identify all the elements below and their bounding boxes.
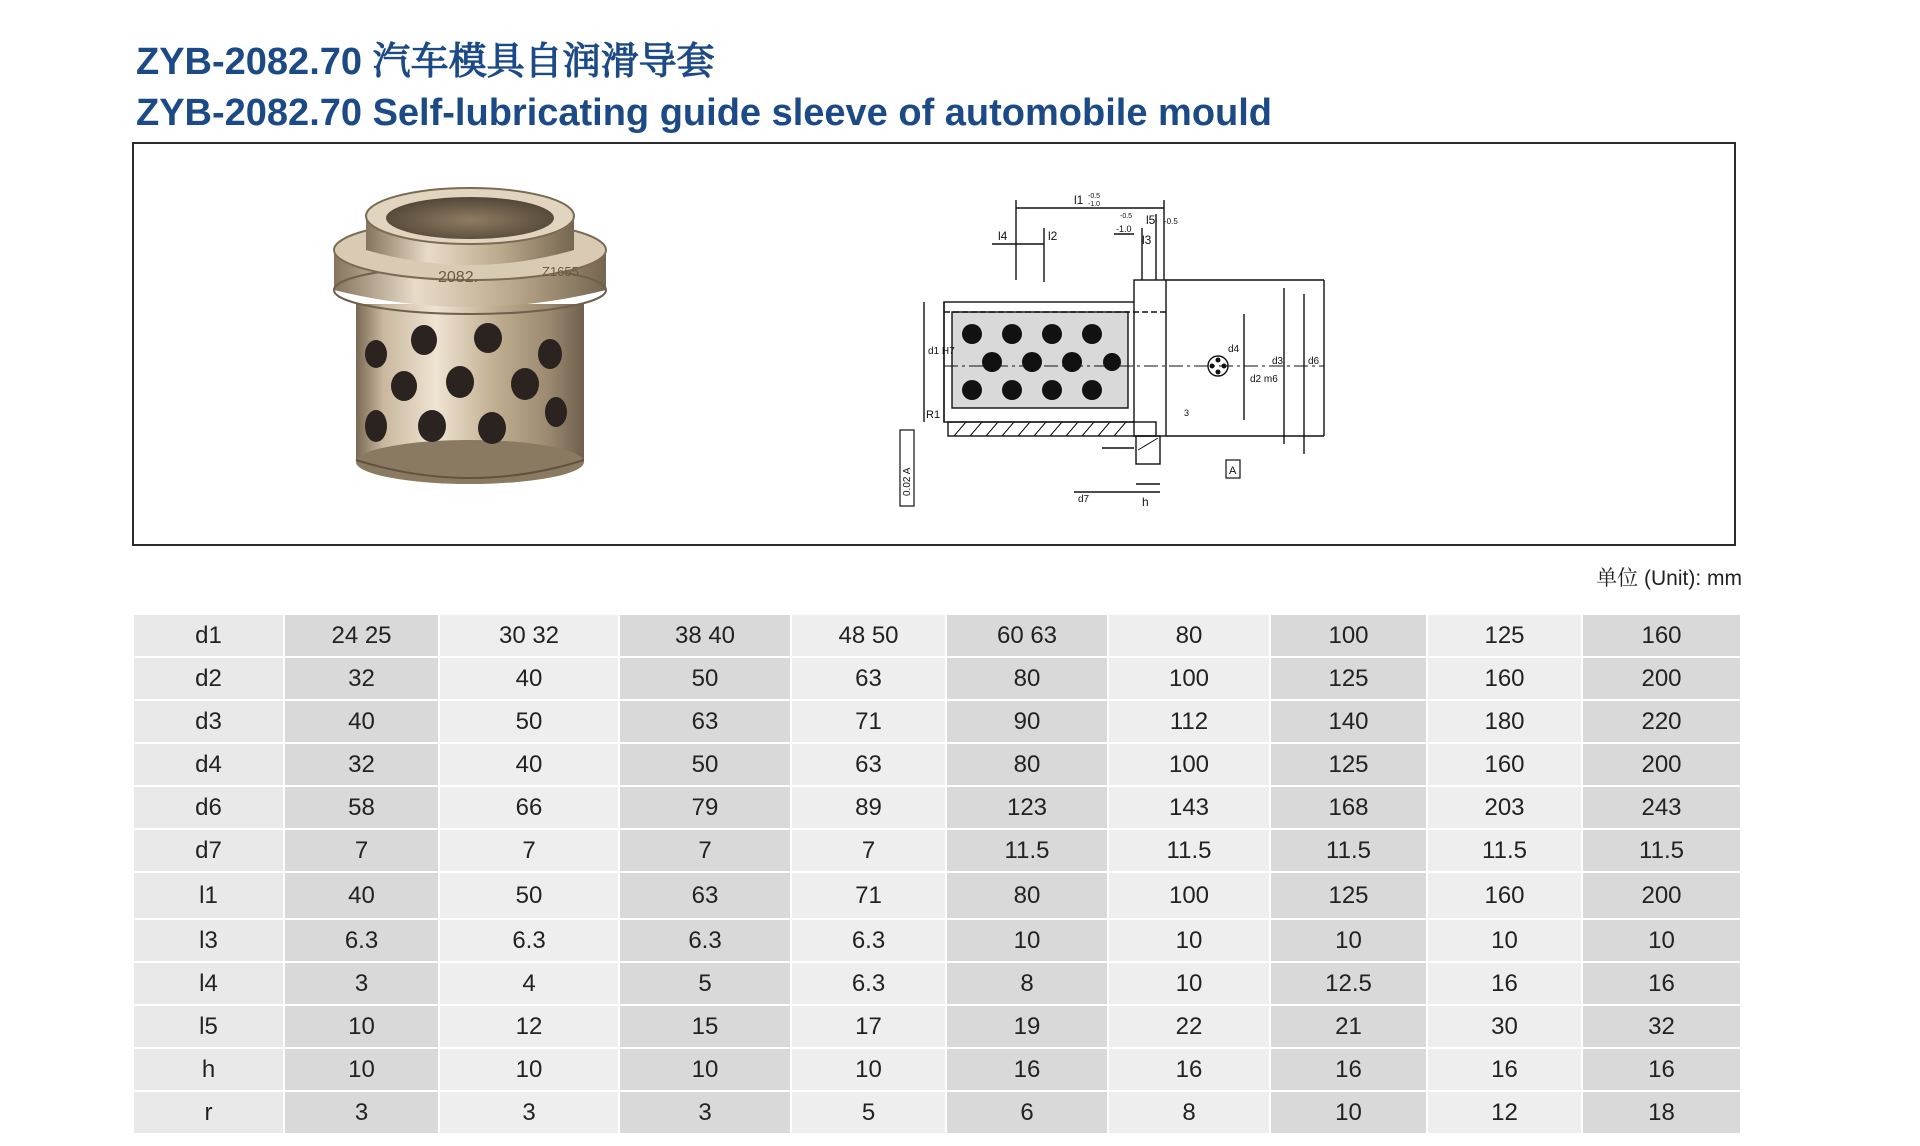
- table-cell: 11.5: [1582, 829, 1741, 872]
- table-cell: 89: [791, 786, 946, 829]
- product-figure-panel: [132, 142, 1736, 546]
- table-cell: 40: [439, 657, 619, 700]
- table-cell: 3: [619, 1091, 791, 1134]
- table-cell: 7: [791, 829, 946, 872]
- table-cell: 16: [1108, 1048, 1270, 1091]
- table-cell: 24 25: [284, 614, 439, 657]
- table-cell: 6: [946, 1091, 1108, 1134]
- dim-tol-small: -0.5: [1120, 213, 1133, 220]
- table-cell: 243: [1582, 786, 1741, 829]
- table-cell: 58: [284, 786, 439, 829]
- table-cell: 160: [1427, 872, 1582, 919]
- product-marking-2: Z1655: [542, 264, 579, 279]
- table-cell: 100: [1108, 872, 1270, 919]
- table-row: [133, 919, 1741, 962]
- table-cell: 3: [284, 962, 439, 1005]
- table-row: [133, 700, 1741, 743]
- table-cell: 125: [1270, 657, 1427, 700]
- table-cell: 220: [1582, 700, 1741, 743]
- technical-drawing: [902, 184, 1344, 524]
- table-cell: 3: [284, 1091, 439, 1134]
- dim-angle: 3: [1184, 408, 1190, 418]
- table-cell: 12: [1427, 1091, 1582, 1134]
- table-cell: 80: [946, 743, 1108, 786]
- row-label: l1: [133, 872, 284, 919]
- table-cell: 16: [1582, 962, 1741, 1005]
- page-title-chinese: ZYB-2082.70 汽车模具自润滑导套: [136, 41, 715, 83]
- table-cell: 11.5: [1108, 829, 1270, 872]
- datum-a-marker: [1226, 460, 1240, 478]
- table-cell: 19: [946, 1005, 1108, 1048]
- table-cell: 5: [791, 1091, 946, 1134]
- table-cell: 17: [791, 1005, 946, 1048]
- table-cell: 180: [1427, 700, 1582, 743]
- table-cell: 16: [1427, 1048, 1582, 1091]
- table-cell: 6.3: [791, 962, 946, 1005]
- table-cell: 143: [1108, 786, 1270, 829]
- table-cell: 10: [284, 1005, 439, 1048]
- dim-l5-tol: -0.5: [1164, 217, 1178, 226]
- table-row: [133, 1048, 1741, 1091]
- dim-d4: d4: [1228, 344, 1240, 355]
- table-cell: 71: [791, 872, 946, 919]
- table-cell: 6.3: [439, 919, 619, 962]
- table-cell: 11.5: [1270, 829, 1427, 872]
- tolerance-frame: [900, 430, 914, 506]
- dim-d3: d3: [1272, 356, 1284, 367]
- table-row: [133, 872, 1741, 919]
- dim-l4: l4: [998, 229, 1008, 243]
- row-label: h: [133, 1048, 284, 1091]
- table-cell: 32: [1582, 1005, 1741, 1048]
- table-cell: 10: [284, 1048, 439, 1091]
- dim-d2: d2 m6: [1250, 374, 1278, 385]
- table-cell: 10: [1427, 919, 1582, 962]
- table-cell: 200: [1582, 743, 1741, 786]
- svg-text:A: A: [1229, 465, 1237, 477]
- table-cell: 200: [1582, 657, 1741, 700]
- table-cell: 16: [1427, 962, 1582, 1005]
- table-cell: 125: [1270, 743, 1427, 786]
- table-cell: 48 50: [791, 614, 946, 657]
- table-cell: 66: [439, 786, 619, 829]
- dim-h: h: [1142, 495, 1149, 509]
- table-cell: 50: [619, 657, 791, 700]
- table-cell: 125: [1270, 872, 1427, 919]
- unit-label: 单位 (Unit): mm: [1596, 567, 1742, 590]
- table-cell: 22: [1108, 1005, 1270, 1048]
- table-cell: 50: [439, 700, 619, 743]
- table-cell: 40: [284, 872, 439, 919]
- row-label: d2: [133, 657, 284, 700]
- dim-l2: l2: [1048, 229, 1058, 243]
- table-cell: 123: [946, 786, 1108, 829]
- table-cell: 16: [1582, 1048, 1741, 1091]
- row-label: d7: [133, 829, 284, 872]
- table-cell: 16: [1270, 1048, 1427, 1091]
- product-marking: 2082.: [438, 269, 479, 286]
- table-cell: 10: [439, 1048, 619, 1091]
- dim-d7: d7: [1078, 494, 1090, 505]
- table-row: [133, 786, 1741, 829]
- row-label: d1: [133, 614, 284, 657]
- table-cell: 63: [619, 700, 791, 743]
- table-cell: 12: [439, 1005, 619, 1048]
- dim-l3-tol: -1.0: [1116, 224, 1132, 234]
- table-cell: 38 40: [619, 614, 791, 657]
- table-cell: 11.5: [1427, 829, 1582, 872]
- table-cell: 40: [284, 700, 439, 743]
- table-row: [133, 1005, 1741, 1048]
- table-cell: 21: [1270, 1005, 1427, 1048]
- table-row: [133, 743, 1741, 786]
- table-row: [133, 829, 1741, 872]
- row-label: l4: [133, 962, 284, 1005]
- dim-l5: l5: [1146, 213, 1156, 227]
- table-row: [133, 614, 1741, 657]
- table-cell: 79: [619, 786, 791, 829]
- table-cell: 160: [1427, 743, 1582, 786]
- table-cell: 40: [439, 743, 619, 786]
- table-cell: 63: [791, 657, 946, 700]
- table-cell: 10: [946, 919, 1108, 962]
- table-cell: 200: [1582, 872, 1741, 919]
- table-row: [133, 657, 1741, 700]
- table-cell: 10: [791, 1048, 946, 1091]
- table-cell: 50: [619, 743, 791, 786]
- dim-l1: l1: [1074, 193, 1084, 207]
- table-cell: 4: [439, 962, 619, 1005]
- table-cell: 10: [1270, 919, 1427, 962]
- table-cell: 10: [619, 1048, 791, 1091]
- table-cell: 90: [946, 700, 1108, 743]
- table-cell: 8: [946, 962, 1108, 1005]
- dimension-table: [132, 613, 1742, 1135]
- table-cell: 18: [1582, 1091, 1741, 1134]
- dim-l1-tol-top: -0.5: [1088, 193, 1101, 200]
- table-cell: 71: [791, 700, 946, 743]
- table-cell: 100: [1270, 614, 1427, 657]
- table-cell: 112: [1108, 700, 1270, 743]
- table-cell: 10: [1108, 962, 1270, 1005]
- table-row: [133, 962, 1741, 1005]
- table-cell: 6.3: [619, 919, 791, 962]
- table-cell: 7: [439, 829, 619, 872]
- table-cell: 6.3: [284, 919, 439, 962]
- dim-l3: l3: [1142, 233, 1152, 247]
- table-cell: 140: [1270, 700, 1427, 743]
- table-cell: 125: [1427, 614, 1582, 657]
- table-cell: 63: [619, 872, 791, 919]
- guide-sleeve-photo: [320, 164, 640, 514]
- table-cell: 11.5: [946, 829, 1108, 872]
- table-cell: 100: [1108, 657, 1270, 700]
- table-cell: 80: [946, 872, 1108, 919]
- row-label: r: [133, 1091, 284, 1134]
- table-cell: 16: [946, 1048, 1108, 1091]
- table-cell: 60 63: [946, 614, 1108, 657]
- table-cell: 160: [1427, 657, 1582, 700]
- table-cell: 7: [284, 829, 439, 872]
- table-cell: 100: [1108, 743, 1270, 786]
- dim-d1: d1 H7: [928, 346, 955, 357]
- table-cell: 80: [946, 657, 1108, 700]
- table-cell: 50: [439, 872, 619, 919]
- page-title-english: ZYB-2082.70 Self-lubricating guide sleeve of automobile mould: [136, 92, 1273, 134]
- row-label: l5: [133, 1005, 284, 1048]
- row-label: d6: [133, 786, 284, 829]
- table-cell: 7: [619, 829, 791, 872]
- dim-d6: d6: [1308, 356, 1320, 367]
- table-cell: 63: [791, 743, 946, 786]
- table-cell: 32: [284, 743, 439, 786]
- table-cell: 10: [1270, 1091, 1427, 1134]
- table-cell: 3: [439, 1091, 619, 1134]
- table-cell: 32: [284, 657, 439, 700]
- table-cell: 203: [1427, 786, 1582, 829]
- row-label: d3: [133, 700, 284, 743]
- table-row: [133, 1091, 1741, 1134]
- table-cell: 5: [619, 962, 791, 1005]
- table-cell: 6.3: [791, 919, 946, 962]
- table-cell: 8: [1108, 1091, 1270, 1134]
- table-cell: 10: [1108, 919, 1270, 962]
- dim-l1-tol-bottom: -1.0: [1088, 201, 1101, 208]
- table-cell: 160: [1582, 614, 1741, 657]
- row-label: d4: [133, 743, 284, 786]
- dim-r1: R1: [926, 409, 941, 421]
- table-cell: 12.5: [1270, 962, 1427, 1005]
- table-cell: 30: [1427, 1005, 1582, 1048]
- svg-text:0.02 A: 0.02 A: [902, 467, 913, 496]
- row-label: l3: [133, 919, 284, 962]
- table-cell: 30 32: [439, 614, 619, 657]
- table-cell: 10: [1582, 919, 1741, 962]
- table-cell: 80: [1108, 614, 1270, 657]
- table-cell: 168: [1270, 786, 1427, 829]
- table-cell: 15: [619, 1005, 791, 1048]
